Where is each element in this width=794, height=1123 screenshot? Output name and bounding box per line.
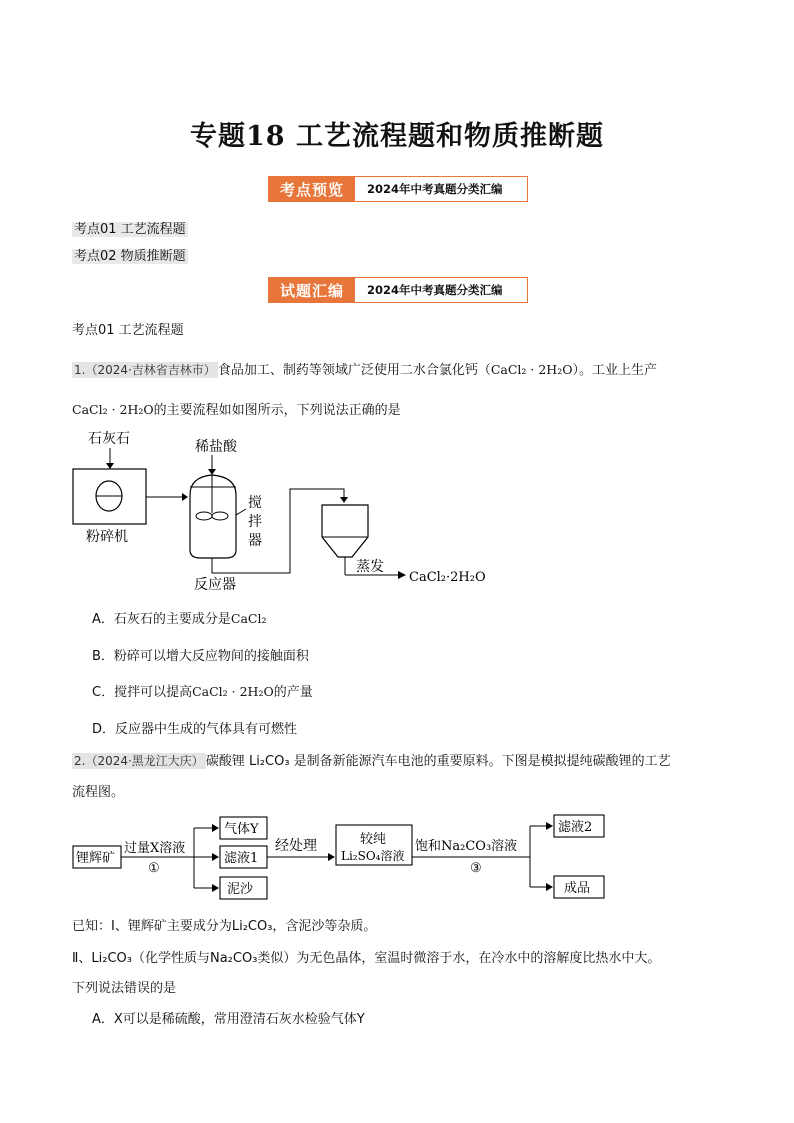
preview-banner — [268, 176, 528, 202]
stirrer-label-2: 拌 — [248, 514, 262, 530]
q1-stem-line2: CaCl₂ · 2H₂O的主要流程如如图所示，下列说法正确的是 — [72, 402, 401, 418]
q2-source: 2.（2024·黑龙江大庆） — [74, 754, 204, 768]
q2-process-diagram — [70, 808, 630, 908]
q1-process-diagram — [60, 425, 500, 595]
banner-subtitle: 2024年中考真题分类汇编 — [367, 182, 503, 196]
excess-x-label: 过量X溶液 — [124, 841, 186, 856]
q1-option-b[interactable]: B．粉碎可以增大反应物间的接触面积 — [92, 649, 309, 664]
evaporator — [322, 505, 368, 557]
banner-tag: 试题汇编 — [269, 278, 355, 302]
stirrer-label-1: 搅 — [248, 495, 262, 511]
treat-label: 经处理 — [275, 838, 317, 854]
page-title: 专题18 工艺流程题和物质推断题 — [190, 121, 604, 152]
step1-label: ① — [148, 861, 160, 876]
q1-stem-line1: 1.（2024·吉林省吉林市） 食品加工、制药等领域广泛使用二水合氯化钙（CaCl₂ · 2H₂O）。工业上生产 — [74, 362, 657, 378]
q1-source: 1.（2024·吉林省吉林市） — [74, 363, 216, 377]
filtrate1-label: 滤液1 — [224, 851, 259, 866]
step3-label: ③ — [470, 861, 482, 876]
ore-label: 锂辉矿 — [76, 851, 116, 866]
toc-item-1: 考点01 工艺流程题 — [74, 222, 186, 237]
stirrer-label-3: 器 — [248, 533, 262, 549]
q2-option-a[interactable]: A．X可以是稀硫酸，常用澄清石灰水检验气体Y — [92, 1012, 365, 1027]
crusher-label: 粉碎机 — [86, 529, 128, 545]
q2-stem-line2: 流程图。 — [72, 785, 125, 800]
banner-tag: 考点预览 — [269, 177, 355, 201]
q1-option-c[interactable]: C．搅拌可以提高CaCl₂ · 2H₂O的产量 — [92, 684, 313, 700]
q1-option-a[interactable]: A．石灰石的主要成分是CaCl₂ — [92, 611, 267, 627]
evaporate-label: 蒸发 — [356, 559, 384, 575]
gas-y-label: 气体Y — [224, 822, 259, 837]
q2-known-1: 已知：Ⅰ、锂辉矿主要成分为Li₂CO₃，含泥沙等杂质。 — [72, 919, 377, 934]
q2-known-2: Ⅱ、Li₂CO₃（化学性质与Na₂CO₃类似）为无色晶体，室温时微溶于水，在冷水中的溶解度比热水中大。 — [72, 951, 661, 966]
product-label: CaCl₂·2H₂O — [409, 570, 486, 585]
questions-banner — [268, 277, 528, 303]
limestone-label: 石灰石 — [88, 431, 130, 447]
filtrate2-label: 滤液2 — [558, 820, 593, 835]
q2-stem-line1: 2.（2024·黑龙江大庆） 碳酸锂 Li₂CO₃ 是制备新能源汽车电池的重要原料。下图是模拟提纯碳酸锂的工艺 — [74, 754, 671, 769]
section-heading: 考点01 工艺流程题 — [72, 323, 184, 338]
mud-label: 泥沙 — [227, 882, 254, 897]
product-label: 成品 — [564, 881, 591, 896]
saturated-na2co3-label: 饱和Na₂CO₃溶液 — [415, 839, 518, 854]
banner-subtitle: 2024年中考真题分类汇编 — [367, 283, 503, 297]
q2-question: 下列说法错误的是 — [72, 981, 177, 996]
reactor-label: 反应器 — [194, 577, 236, 593]
acid-label: 稀盐酸 — [195, 439, 237, 455]
toc-item-2: 考点02 物质推断题 — [74, 249, 186, 264]
pure-label-1: 较纯 — [360, 832, 387, 847]
pure-label-2: Li₂SO₄溶液 — [341, 849, 405, 863]
q1-option-d[interactable]: D．反应器中生成的气体具有可燃性 — [92, 722, 298, 737]
